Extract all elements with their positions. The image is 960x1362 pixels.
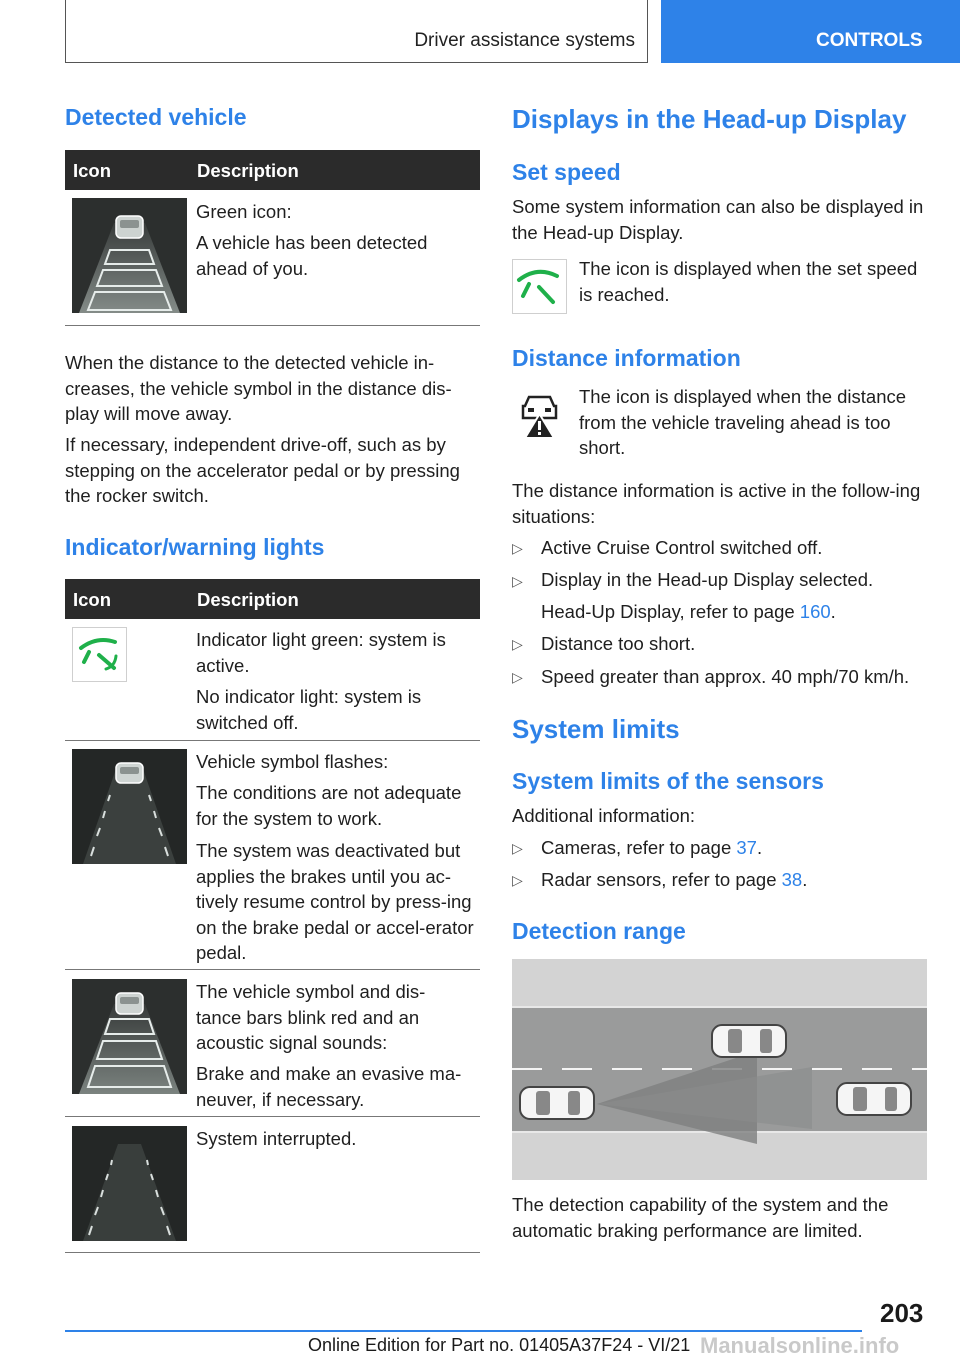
paragraph-distance: When the distance to the detected vehicle in-creases, the vehicle symbol in the distance dis-play will move away. bbox=[65, 352, 452, 424]
sensor-limits-heading: System limits of the sensors bbox=[512, 768, 824, 794]
cameras-prefix: Cameras, refer to page bbox=[541, 837, 737, 858]
additional-info-text: Additional information: bbox=[512, 805, 696, 826]
radar-reference bbox=[541, 867, 926, 893]
controls-tab bbox=[661, 0, 960, 63]
table1-rule bbox=[65, 325, 480, 326]
table2-col-icon: Icon bbox=[73, 589, 112, 610]
table2-row3-p1: The vehicle symbol and dis-tance bars blink red and an acoustic signal sounds: bbox=[196, 981, 426, 1053]
radar-page-link[interactable]: 38 bbox=[781, 869, 803, 890]
distance-warning-icon bbox=[512, 386, 567, 441]
bullet-icon: ▷ bbox=[512, 636, 523, 652]
table2-rule-4 bbox=[65, 1252, 480, 1253]
table2-row4-p1: System interrupted. bbox=[196, 1128, 357, 1149]
bullet-icon: ▷ bbox=[512, 872, 523, 888]
bullet-icon: ▷ bbox=[512, 669, 523, 685]
bullet-icon: ▷ bbox=[512, 540, 523, 556]
acc-green-indicator-icon bbox=[72, 627, 127, 682]
detected-vehicle-heading: Detected vehicle bbox=[65, 104, 247, 130]
table2-row1-p1: Indicator light green: system is active. bbox=[196, 629, 446, 676]
bullet-icon: ▷ bbox=[512, 573, 523, 589]
footer-site-watermark: Manualsonline.info bbox=[700, 1333, 900, 1358]
bullet-item-1: Active Cruise Control switched off. bbox=[541, 537, 823, 558]
hud-ref-period: . bbox=[830, 601, 836, 622]
indicator-warning-heading: Indicator/warning lights bbox=[65, 534, 325, 560]
table1-col-icon: Icon bbox=[73, 160, 112, 181]
distance-icon-text: The icon is displayed when the distance from the vehicle traveling ahead is too short. bbox=[579, 386, 907, 458]
table2-rule-3 bbox=[65, 1116, 480, 1117]
footer-edition: Online Edition for Part no. 01405A37F24 - VI/21 bbox=[308, 1335, 691, 1355]
table2-row3-p2: Brake and make an evasive ma-neuver, if necessary. bbox=[196, 1063, 462, 1110]
vehicle-symbol-flashing-icon bbox=[72, 749, 187, 864]
table2-col-desc: Description bbox=[197, 589, 299, 610]
section-title: Driver assistance systems bbox=[414, 30, 635, 51]
bullet-item-4: Speed greater than approx. 40 mph/70 km/h. bbox=[541, 666, 910, 687]
system-limits-heading: System limits bbox=[512, 714, 680, 744]
hud-heading: Displays in the Head-up Display bbox=[512, 104, 907, 134]
table2-rule-1 bbox=[65, 740, 480, 741]
table1-col-desc: Description bbox=[197, 160, 299, 181]
table2-header bbox=[65, 579, 480, 619]
distance-bars-blink-icon bbox=[72, 979, 187, 1094]
set-speed-reached-icon bbox=[512, 259, 567, 314]
set-speed-icon-text: The icon is displayed when the set speed is reached. bbox=[579, 258, 918, 305]
radar-period: . bbox=[802, 869, 808, 890]
table1-row1-line1: Green icon: bbox=[196, 201, 292, 222]
radar-prefix: Radar sensors, refer to page bbox=[541, 869, 782, 890]
paragraph-drive-off: If necessary, independent drive-off, such as by stepping on the accelerator pedal or by pressing the rocker switch. bbox=[65, 434, 460, 506]
distance-information-heading: Distance information bbox=[512, 345, 741, 371]
detection-range-text: The detection capability of the system and the automatic braking performance are limited. bbox=[512, 1194, 889, 1241]
table1-row1-line2: A vehicle has been detected ahead of you. bbox=[196, 232, 428, 279]
table2-row2-p2: The conditions are not adequate for the system to work. bbox=[196, 782, 462, 829]
set-speed-text: Some system information can also be displayed in the Head-up Display. bbox=[512, 196, 924, 243]
footer-rule bbox=[65, 1330, 862, 1332]
set-speed-heading: Set speed bbox=[512, 159, 621, 185]
bullet-icon: ▷ bbox=[512, 840, 523, 856]
table2-row1-p2: No indicator light: system is switched off. bbox=[196, 686, 422, 733]
page-number: 203 bbox=[880, 1298, 924, 1328]
hud-page-reference bbox=[541, 599, 926, 625]
distance-vehicle-green-icon bbox=[72, 198, 187, 313]
controls-tab-label: CONTROLS bbox=[816, 30, 923, 51]
cameras-period: . bbox=[756, 837, 763, 858]
table2-row2-p1: Vehicle symbol flashes: bbox=[196, 751, 389, 772]
detection-range-illustration bbox=[512, 959, 927, 1180]
table2-rule-2 bbox=[65, 969, 480, 970]
bullet-item-3: Distance too short. bbox=[541, 633, 696, 654]
table1-header bbox=[65, 150, 480, 190]
cameras-reference bbox=[541, 835, 926, 861]
distance-active-text: The distance information is active in the follow-ing situations: bbox=[512, 480, 921, 527]
system-interrupted-icon bbox=[72, 1126, 187, 1241]
detection-range-heading: Detection range bbox=[512, 918, 686, 944]
table2-row2-p3: The system was deactivated but applies the brakes until you ac-tively resume control by press-ing on the brake pedal or accel-erator pedal. bbox=[196, 840, 474, 963]
cameras-page-link[interactable]: 37 bbox=[736, 837, 757, 858]
bullet-item-2: Display in the Head-up Display selected. bbox=[541, 569, 874, 590]
hud-ref-prefix: Head-Up Display, refer to page bbox=[541, 601, 800, 622]
hud-page-link[interactable]: 160 bbox=[799, 601, 831, 622]
